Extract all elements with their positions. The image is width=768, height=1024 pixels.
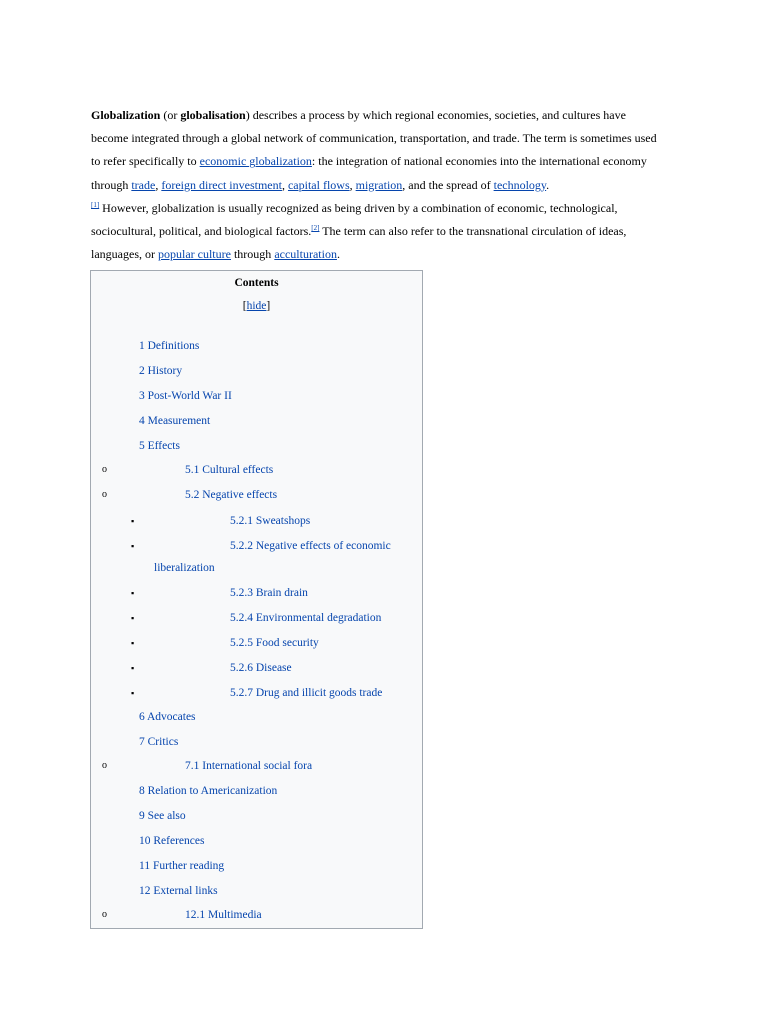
- intro-text: : the integration of national economies into the international economy through: [91, 154, 647, 192]
- intro-text: .: [336, 247, 340, 262]
- table-of-contents: [90, 270, 423, 929]
- toc-link-environmental-degradation[interactable]: 5.2.4 Environmental degradation: [230, 612, 382, 624]
- link-capital-flows[interactable]: capital flows: [287, 177, 350, 192]
- link-technology[interactable]: technology: [493, 177, 547, 192]
- circle-bullet: o: [102, 760, 107, 771]
- intro-text: However, globalization is usually recognized as being driven by a combination of economic, technological, sociocultural, political, and biological factors.: [91, 200, 618, 239]
- citation-1: [91, 201, 99, 209]
- toc-link-advocates[interactable]: 6 Advocates: [139, 711, 196, 723]
- intro-text: ) describes a process by which regional economies, societies, and cultures have become integrated through a global network of communication, transportation, and trade. The term is sometimes used to refer specifically to: [91, 108, 657, 169]
- toc-hide-link[interactable]: hide: [246, 300, 267, 312]
- square-bullet: ▪: [131, 638, 135, 648]
- toc-link-relation-to-americanization[interactable]: 8 Relation to Americanization: [139, 785, 278, 797]
- intro-paragraph: [91, 104, 666, 266]
- toc-link-food-security[interactable]: 5.2.5 Food security: [230, 637, 319, 649]
- link-foreign-direct-investment[interactable]: foreign direct investment: [161, 177, 282, 192]
- square-bullet: ▪: [131, 613, 135, 623]
- square-bullet: ▪: [131, 588, 135, 598]
- citation-2-link[interactable]: [2]: [311, 224, 320, 233]
- toc-link-history[interactable]: 2 History: [139, 365, 183, 377]
- toc-link-post-world-war-ii[interactable]: 3 Post-World War II: [139, 390, 232, 402]
- toc-link-further-reading[interactable]: 11 Further reading: [139, 860, 225, 872]
- circle-bullet: o: [102, 464, 107, 475]
- toc-toggle-bracket-close: ]: [266, 300, 271, 312]
- toc-link-measurement[interactable]: 4 Measurement: [139, 415, 211, 427]
- square-bullet: ▪: [131, 688, 135, 698]
- link-popular-culture[interactable]: popular culture: [157, 247, 231, 262]
- link-economic-globalization[interactable]: economic globalization: [199, 154, 312, 169]
- square-bullet: ▪: [131, 516, 135, 526]
- toc-link-see-also[interactable]: 9 See also: [139, 810, 186, 822]
- toc-link-effects[interactable]: 5 Effects: [139, 440, 180, 452]
- toc-link-critics[interactable]: 7 Critics: [139, 736, 179, 748]
- intro-text: ,: [281, 177, 288, 192]
- citation-1-link[interactable]: [1]: [91, 200, 100, 209]
- link-trade[interactable]: trade: [131, 177, 156, 192]
- toc-link-international-social-fora[interactable]: 7.1 International social fora: [185, 760, 313, 772]
- intro-text: .: [546, 177, 550, 192]
- circle-bullet: o: [102, 489, 107, 500]
- toc-link-liberalization-continued[interactable]: liberalization: [154, 562, 215, 574]
- intro-text: (or: [160, 108, 181, 122]
- square-bullet: ▪: [131, 541, 135, 551]
- toc-toggle-bracket-open: [: [242, 300, 247, 312]
- toc-link-multimedia[interactable]: 12.1 Multimedia: [185, 909, 262, 921]
- toc-link-cultural-effects[interactable]: 5.1 Cultural effects: [185, 464, 274, 476]
- toc-link-drug-illicit-goods-trade[interactable]: 5.2.7 Drug and illicit goods trade: [230, 687, 383, 699]
- toc-link-external-links[interactable]: 12 External links: [139, 885, 218, 897]
- toc-toggle: [91, 300, 422, 312]
- intro-text: through: [230, 247, 275, 262]
- toc-link-negative-effects-economic-liberalization[interactable]: 5.2.2 Negative effects of economic: [230, 540, 391, 552]
- intro-text: , and the spread of: [402, 177, 494, 192]
- square-bullet: ▪: [131, 663, 135, 673]
- toc-link-negative-effects[interactable]: 5.2 Negative effects: [185, 489, 278, 501]
- intro-text: ,: [155, 177, 162, 192]
- toc-link-references[interactable]: 10 References: [139, 835, 205, 847]
- intro-text: The term can also refer to the transnational circulation of ideas, languages, or: [91, 224, 627, 262]
- toc-title: Contents: [234, 277, 279, 289]
- intro-text: ,: [349, 177, 356, 192]
- term-globalisation: globalisation: [180, 108, 246, 122]
- toc-link-sweatshops[interactable]: 5.2.1 Sweatshops: [230, 515, 311, 527]
- toc-link-definitions[interactable]: 1 Definitions: [139, 340, 200, 352]
- toc-link-disease[interactable]: 5.2.6 Disease: [230, 662, 292, 674]
- link-acculturation[interactable]: acculturation: [274, 247, 337, 262]
- toc-link-brain-drain[interactable]: 5.2.3 Brain drain: [230, 587, 308, 599]
- term-globalization: Globalization: [91, 108, 161, 122]
- link-migration[interactable]: migration: [355, 177, 403, 192]
- circle-bullet: o: [102, 909, 107, 920]
